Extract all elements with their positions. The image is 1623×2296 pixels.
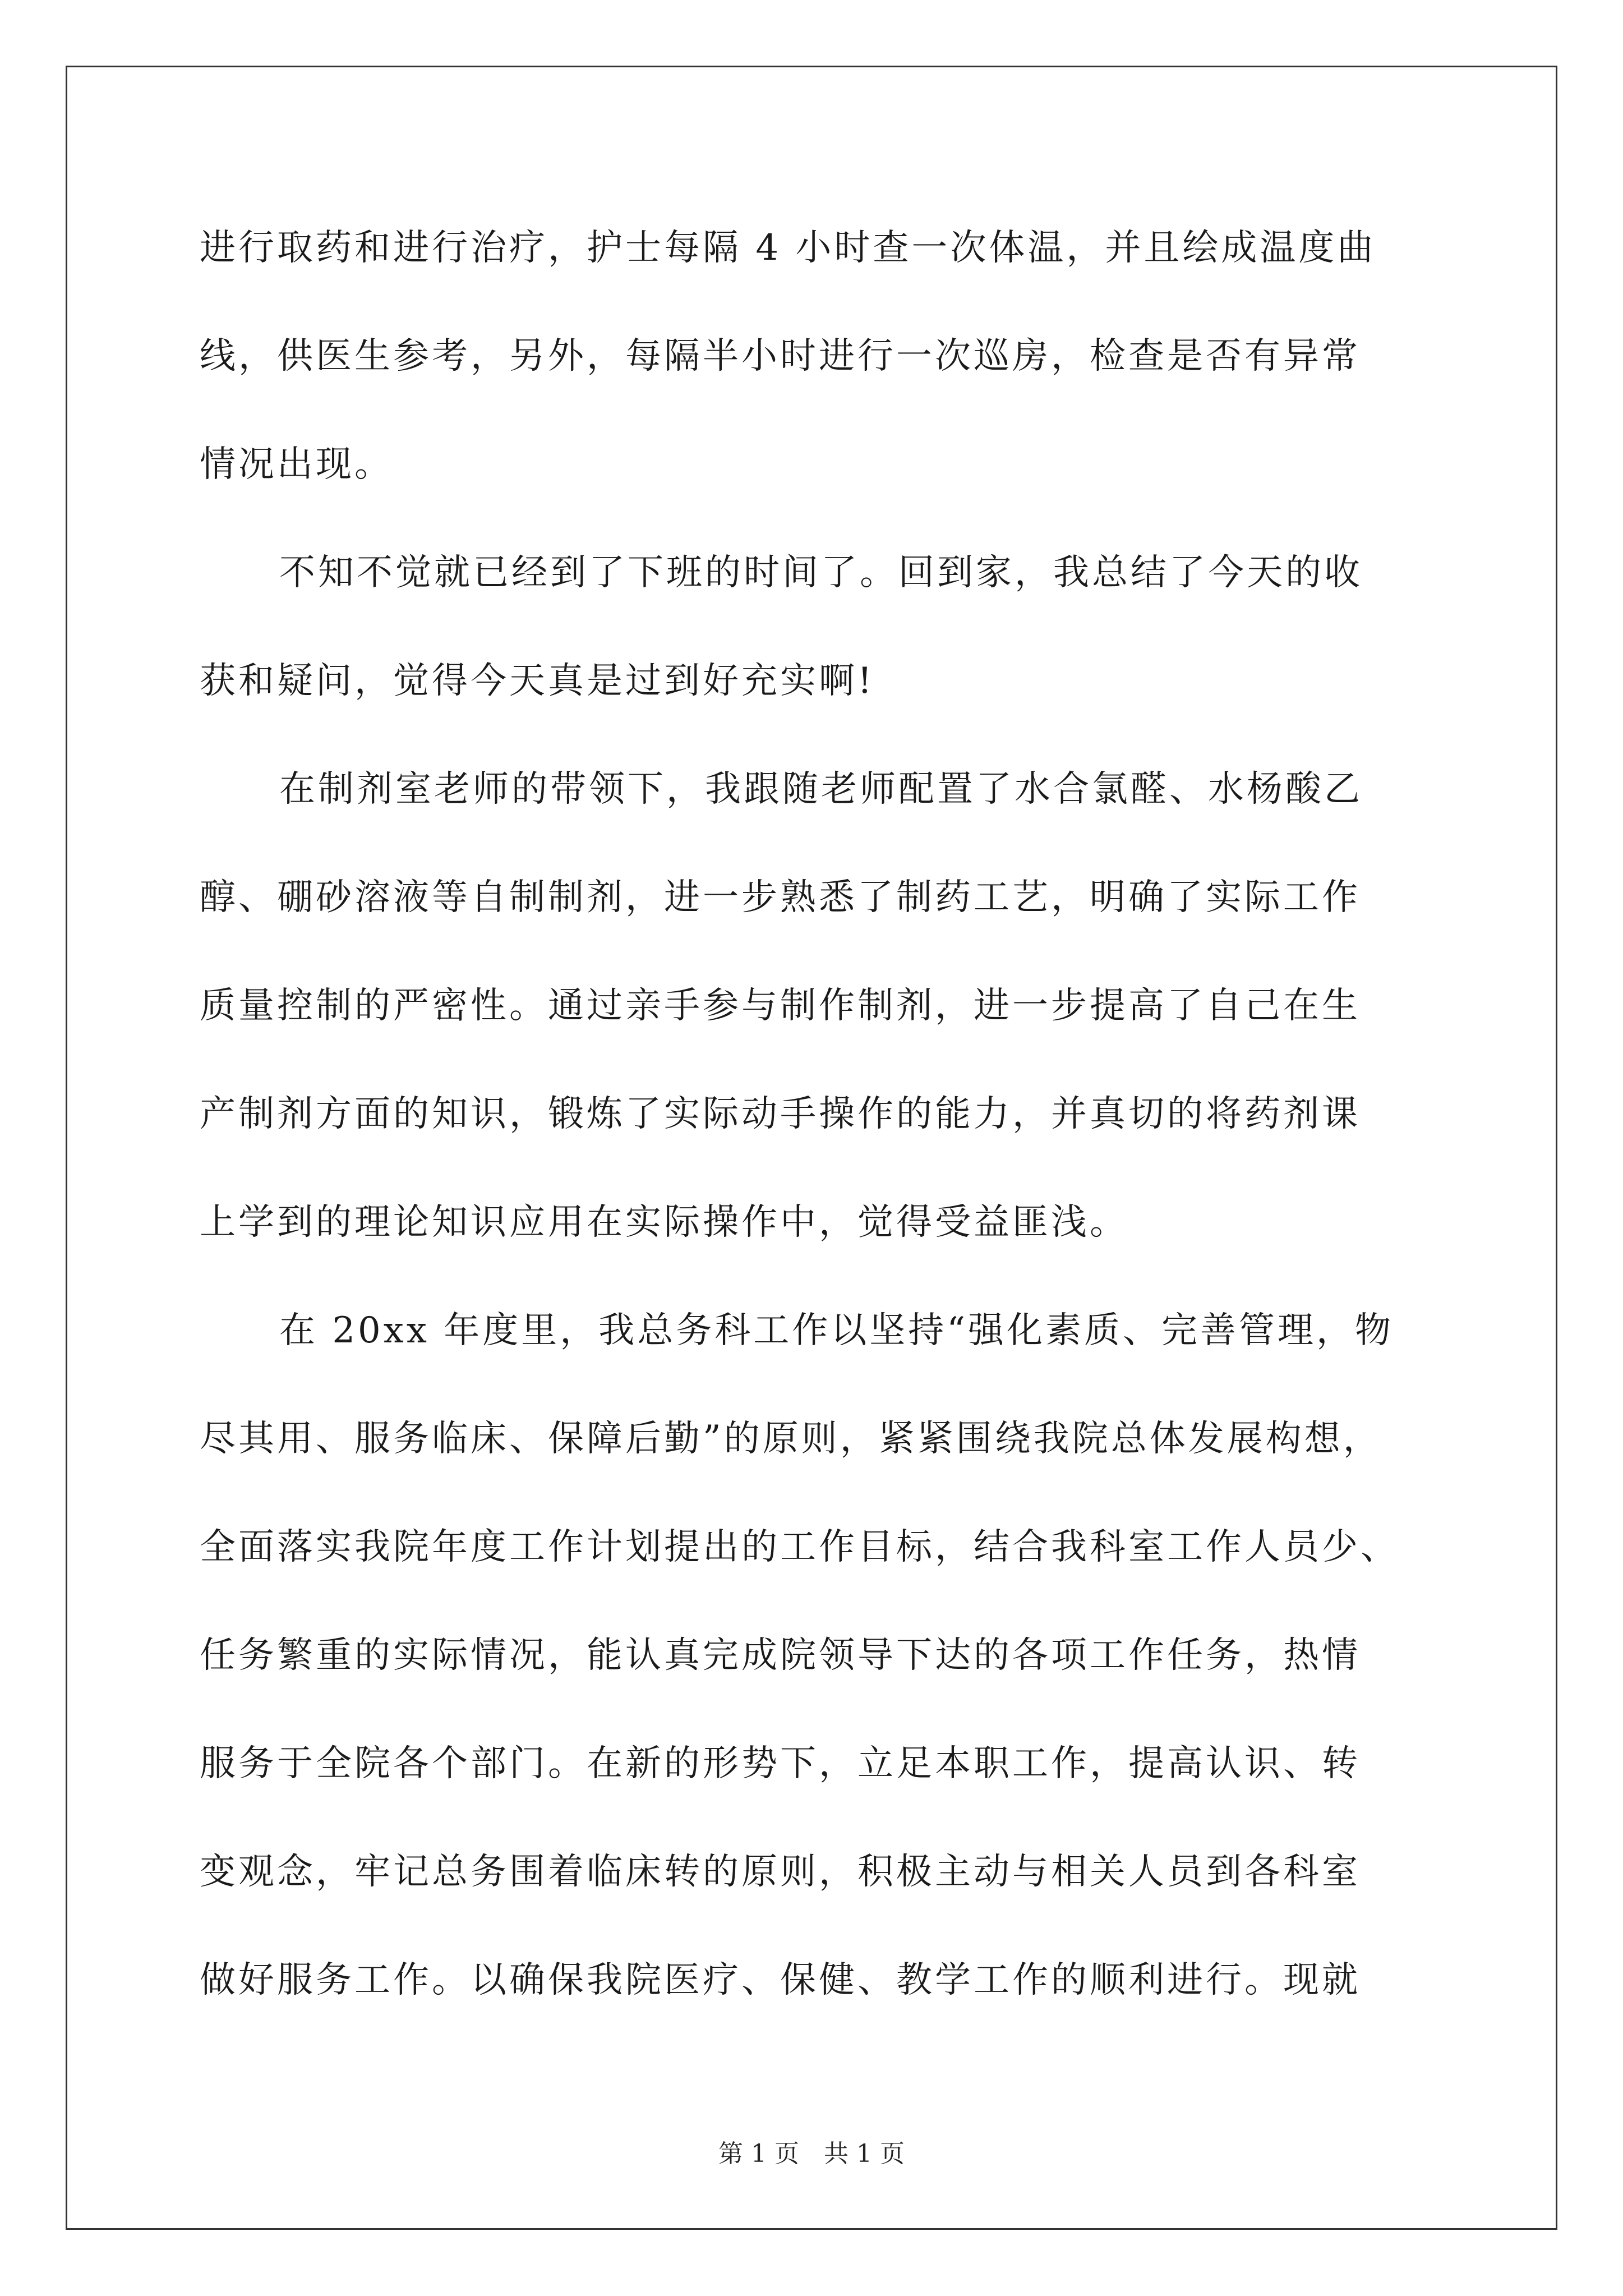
text-line: 做好服务工作。以确保我院医疗、保健、教学工作的顺利进行。现就: [200, 1959, 1361, 2001]
text-line: 产制剂方面的知识，锻炼了实际动手操作的能力，并真切的将药剂课: [200, 1093, 1361, 1135]
text-line: 全面落实我院年度工作计划提出的工作目标，结合我科室工作人员少、: [200, 1526, 1399, 1568]
text-line: 在 20xx 年度里，我总务科工作以坚持“强化素质、完善管理，物: [279, 1310, 1394, 1351]
text-line: 变观念，牢记总务围着临床转的原则，积极主动与相关人员到各科室: [200, 1851, 1361, 1893]
text-line: 情况出现。: [200, 444, 393, 485]
text-line: 醇、硼砂溶液等自制制剂，进一步熟悉了制药工艺，明确了实际工作: [200, 877, 1361, 918]
text-line: 上学到的理论知识应用在实际操作中，觉得受益匪浅。: [200, 1202, 1128, 1243]
text-line: 质量控制的严密性。通过亲手参与制作制剂，进一步提高了自己在生: [200, 985, 1361, 1027]
text-line: 不知不觉就已经到了下班的时间了。回到家，我总结了今天的收: [279, 552, 1363, 593]
page-number-footer: 第 1 页 共 1 页: [718, 2139, 905, 2168]
text-line: 进行取药和进行治疗，护士每隔 4 小时查一次体温，并且绘成温度曲: [200, 227, 1376, 269]
page-border: [66, 66, 1557, 2230]
text-line: 服务于全院各个部门。在新的形势下，立足本职工作，提高认识、转: [200, 1743, 1361, 1784]
text-line: 获和疑问，觉得今天真是过到好充实啊!: [200, 660, 875, 702]
text-line: 任务繁重的实际情况，能认真完成院领导下达的各项工作任务，热情: [200, 1635, 1361, 1676]
text-line: 尽其用、服务临床、保障后勤”的原则，紧紧围绕我院总体发展构想，: [200, 1418, 1382, 1460]
text-line: 在制剂室老师的带领下，我跟随老师配置了水合氯醛、水杨酸乙: [279, 769, 1363, 810]
text-line: 线，供医生参考，另外，每隔半小时进行一次巡房，检查是否有异常: [200, 335, 1361, 377]
